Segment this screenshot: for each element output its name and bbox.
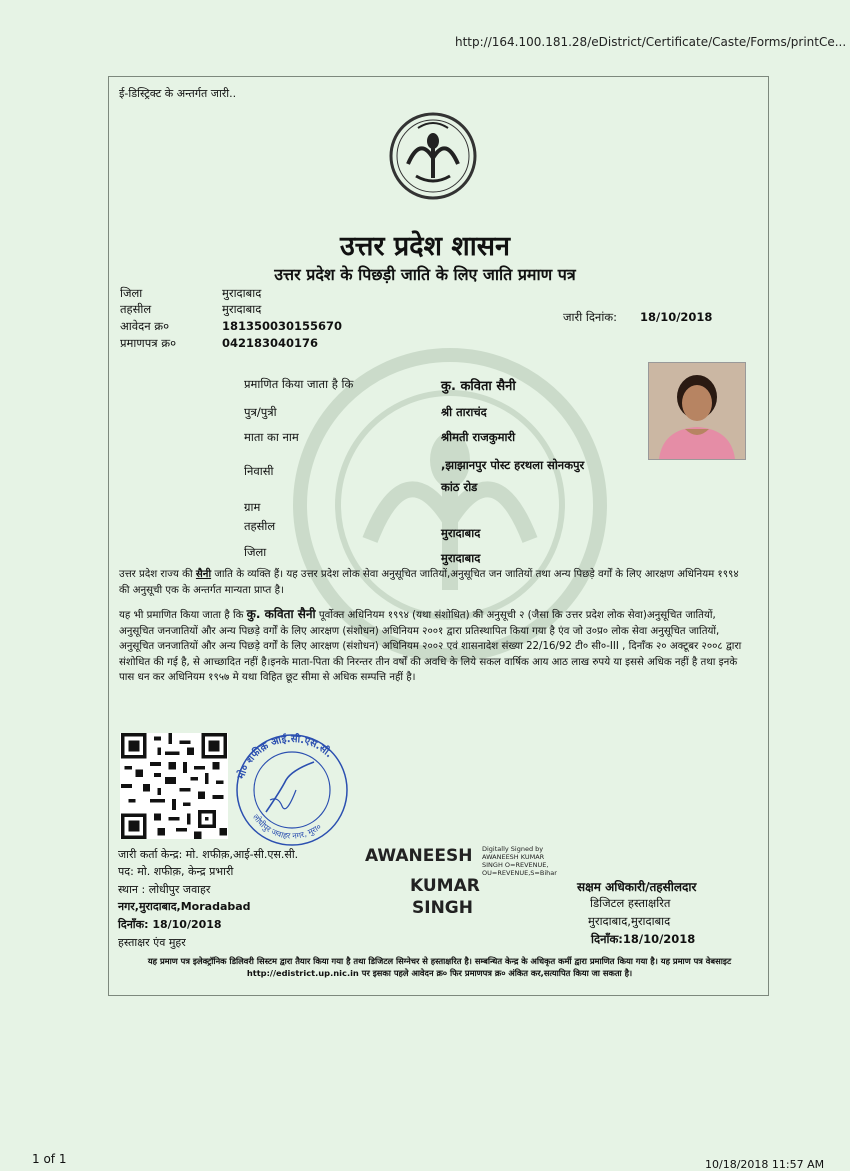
officer-title: सक्षम अधिकारी/तहसीलदार [577,880,697,894]
resident-label: निवासी [244,464,274,478]
issuer-place-line1: स्थान : लोधीपुर जवाहर [118,883,211,896]
signer-name-line2: KUMAR [410,876,480,896]
applicant-photo [648,362,746,460]
officer-sign: डिजिटल हस्ताक्षरित [590,896,671,910]
certified-label: प्रमाणित किया जाता है कि [244,377,354,391]
person-district-value: मुरादाबाद [441,551,481,565]
issuer-centre: जारी कर्ता केन्द्र: मो. शफीक़,आई-सी.एस.सी. [118,848,299,861]
mother-label: माता का नाम [244,430,299,444]
issue-date-value: 18/10/2018 [640,310,713,324]
digital-signature-details: Digitally Signed by AWANEESH KUMAR SINGH O=REVENUE, OU=REVENUE,S=Bihar [482,845,557,877]
person-tehsil-value: मुरादाबाद [441,526,481,540]
svg-text:मो० शफीक़ आई.सी.एस.सी.: मो० शफीक़ आई.सी.एस.सी. [235,733,335,781]
certificate-title: उत्तर प्रदेश के पिछड़ी जाति के लिए जाति प्रमाण पत्र [274,265,576,284]
village-label: ग्राम [244,500,261,514]
issuer-post: पद: मो. शफीक़, केन्द्र प्रभारी [118,865,234,878]
page-count: 1 of 1 [32,1152,67,1166]
issuer-place-line2: नगर,मुरादाबाद,Moradabad [118,900,251,913]
qr-code-icon [120,733,228,839]
person-tehsil-label: तहसील [244,519,276,533]
signer-name-line3: SINGH [412,898,473,918]
tehsil-label: तहसील [120,302,152,316]
district-value: मुरादाबाद [222,286,262,300]
officer-date: दिनाँक:18/10/2018 [591,932,696,946]
resident-address-line1: ,झाझानपुर पोस्ट हरथला सोनकपुर [441,458,585,472]
government-title: उत्तर प्रदेश शासन [340,231,510,262]
signer-name-line1: AWANEESH [365,846,473,866]
resident-address-line2: कांठ रोड [441,480,478,494]
district-label: जिला [120,286,143,300]
mother-name: श्रीमती राजकुमारी [441,430,516,444]
application-number: 181350030155670 [222,319,343,333]
print-timestamp: 10/18/2018 11:57 AM [705,1158,825,1171]
issuer-sign-label: हस्ताक्षर एंव मुहर [118,936,186,949]
caste-statement: उत्तर प्रदेश राज्य की सैनी जाति के व्यक्ति हैं। यह उत्तर प्रदेश लोक सेवा अनुसूचित जातियों,अनुसूचित जन जातियों तथा अन्य पिछड़े वर्गों के लिए आरक्षण अधिनियम १९९४ की अनुसूची एक के अन्तर्गत मान्यता प्राप्त है। [119,569,739,596]
tehsil-value: मुरादाबाद [222,302,262,316]
person-district-label: जिला [244,545,267,559]
emblem-icon [388,106,478,201]
officer-place: मुरादाबाद,मुरादाबाद [588,914,671,928]
income-statement: यह भी प्रमाणित किया जाता है कि कु. कविता सैनी पूर्वोक्त अधिनियम १९९४ (यथा संशोधित) की अनुसूची २ (जैसा कि उत्तर प्रदेश लोक सेवा)अनुसूचित जातियों, अनुसूचित जनजातियों और अन्य पिछड़े वर्गों के लिए आरक्षण (संशोधन) अधिनियम २००१ द्वारा प्रतिस्थापित किया गया है एंव जो उ०प्र० लोक सेवा अनुसूचित जातियों, अनुसूचित जनजातियों और अन्य पिछड़े वर्गों के लिए आरक्षण (संशोधन) अधिनियम २००२ एवं शासनादेश संख्या 22/16/92 टी० सी०-III , दिनाँक २० अक्टूबर २००८ द्वारा संशोधित की गई है, से आच्छादित नहीं है।इनके माता-पिता की निरन्तर तीन वर्षों की अवधि के लिये सकल वार्षिक आय आठ लाख रुपये या इससे अधिक नहीं है तथा इनके पास धन कर अधिनियम १९५७ मे यथा विहित छूट सीमा से अधिक सम्पत्ति नहीं है। [119,607,742,683]
caste-name: सैनी [195,569,212,580]
official-stamp-icon [226,730,358,848]
applicant-name: कु. कविता सैनी [441,379,516,394]
parent-name: श्री ताराचंद [441,405,487,419]
svg-text:लोधीपुर जवाहर नगर, मुरा०: लोधीपुर जवाहर नगर, मुरा० [251,812,323,841]
issue-date-label: जारी दिनांक: [563,310,618,324]
applicant-name-inline: कु. कविता सैनी [246,607,316,621]
application-label: आवेदन क्र० [120,319,170,333]
certificate-number-label: प्रमाणपत्र क्र० [120,336,177,350]
issuer-date: दिनाँक: 18/10/2018 [118,918,222,931]
verification-note: यह प्रमाण पत्र इलेक्ट्रॉनिक डिलिवरी सिस्टम द्वारा तैयार किया गया है तथा डिजिटल सिग्नेचर से हस्ताक्षरित है। सम्बन्धित केन्द्र के अधिकृत कर्मी द्वारा प्रमाणित किया गया है। यह प्रमाण पत्र वेबसाइट http://edistrict.up.nic.in पर इसका पहले आवेदन क्र० फिर प्रमाणपत्र क्र० अंकित कर,सत्यापित किया जा सकता है। [147,956,732,978]
issued-under-text: ई-डिस्ट्रिक्ट के अन्तर्गत जारी.. [119,87,237,100]
browser-url: http://164.100.181.28/eDistrict/Certificate/Caste/Forms/printCe... [455,35,847,49]
parent-label: पुत्र/पुत्री [244,405,277,419]
certificate-number: 042183040176 [222,336,319,350]
